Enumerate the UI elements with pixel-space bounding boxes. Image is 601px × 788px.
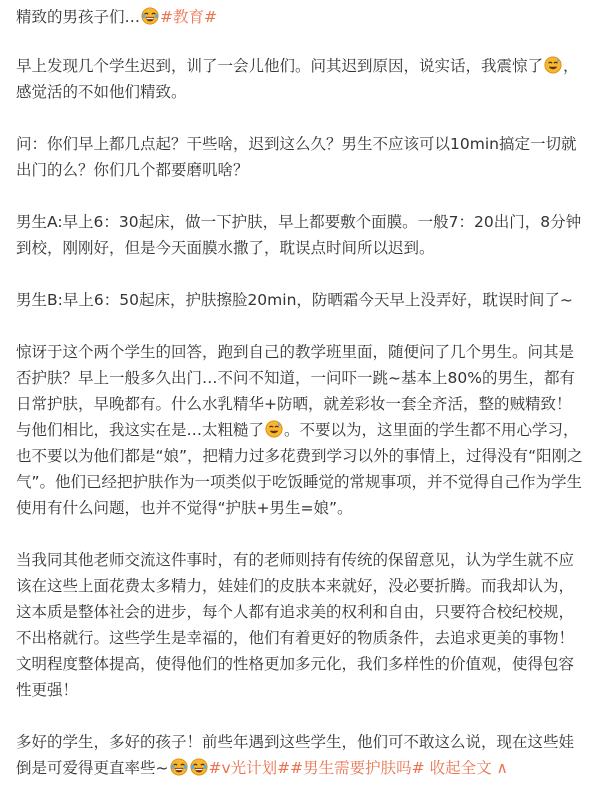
- topic-tag-boys-skincare[interactable]: #男生需要护肤吗#: [290, 759, 425, 777]
- paragraph-1-text-a: 早上发现几个学生迟到，训了一会儿他们。问其迟到原因，说实话，我震惊了: [16, 57, 544, 75]
- paragraph-6: 当我同其他老师交流这件事时，有的老师则持有传统的保留意见，认为学生就不应该在这些上面花费太多精力，娃娃们的皮肤本来就好，没必要折腾。而我却认为，这本质是整体社会的进步，每个人都有追求美的权利和自由，只要符合校纪校规，不出格就行。这些学生是幸福的，他们有着更好的物质条件，去追求更美的事物！文明程度整体提高，使得他们的性格更加多元化，我们多样性的价值观，使得包容性更强！: [16, 551, 575, 699]
- paragraph-1-text-b: ，感觉活的不如他们精致。: [16, 57, 579, 101]
- sweat-smile-emoji-icon: [265, 420, 283, 438]
- laugh-cry-emoji-icon: [141, 7, 159, 25]
- post-title: 精致的男孩子们…: [16, 8, 141, 26]
- collapse-full-text-link[interactable]: [430, 759, 508, 777]
- paragraph-4: 男生B:早上6：50起床，护肤擦脸20min，防晒霜今天早上没弄好，耽误时间了~: [16, 291, 573, 309]
- topic-tag-v-plan[interactable]: #v光计划#: [208, 759, 291, 777]
- paragraph-7: [16, 729, 585, 781]
- collapse-label: 收起全文: [429, 759, 492, 777]
- paragraph-3: 男生A:早上6：30起床，做一下护肤，早上都要敷个面膜。一般7：20出门，8分钟到校，刚刚好，但是今天面膜水撒了，耽误点时间所以迟到。: [16, 213, 582, 257]
- paragraph-5-text-a: 惊讶于这个两个学生的回答，跑到自己的教学班里面，随便问了几个男生。问其是否护肤？早上一般多久出门…不问不知道，一问吓一跳~基本上80%的男生，都有日常护肤，早晚都有。什么水乳精华+防晒，就差彩妆一套全齐活，整的贼精致！与他们相比，我这实在是…太粗糙了: [16, 343, 575, 439]
- post-title-line: [16, 4, 585, 30]
- paragraph-7-text: 多好的学生，多好的孩子！前些年遇到这些学生，他们可不敢这么说，现在这些娃倒是可爱得更直率些~: [16, 733, 575, 777]
- paragraph-1: [16, 53, 585, 105]
- topic-tag-education[interactable]: #教育#: [160, 8, 217, 26]
- sweat-smile-emoji-icon: [544, 56, 562, 74]
- paragraph-2: 问：你们早上都几点起？干些啥，迟到这么久？男生不应该可以10min搞定一切就出门的么？你们几个都要磨叽啥？: [16, 135, 577, 179]
- chevron-up-icon: ∧: [496, 759, 508, 777]
- paragraph-5-text-b: 。不要以为，这里面的学生都不用心学习，也不要以为他们都是“娘”，把精力过多花费到学习以外的事情上，过得没有“阳刚之气”。他们已经把护肤作为一项类似于吃饭睡觉的常规事项，并不觉得自己作为学生使用有什么问题，也并不觉得“护肤+男生=娘”。: [16, 421, 583, 517]
- paragraph-5: [16, 339, 585, 521]
- laugh-cry-emoji-icon: [170, 758, 188, 776]
- laugh-cry-emoji-icon: [190, 758, 208, 776]
